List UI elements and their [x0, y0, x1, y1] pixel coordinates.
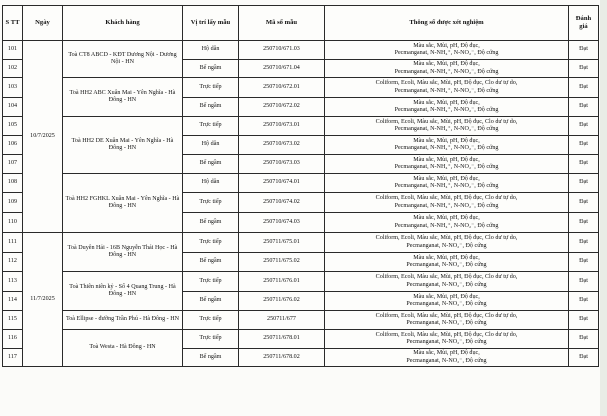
sampling-position: Trực tiếp: [183, 78, 239, 98]
rating-result: Đạt: [569, 155, 599, 174]
sampling-position: Bể ngầm: [183, 60, 239, 78]
param-line: Pecmanganat, N-NO₂⁻, Độ cứng: [406, 262, 487, 268]
rating-result: Đạt: [569, 311, 599, 330]
sample-code: 250710/674.01: [239, 174, 325, 193]
sampling-date: 10/7/2025: [23, 41, 63, 233]
rating-result: Đạt: [569, 60, 599, 78]
sample-test-table: [2, 5, 599, 367]
param-line: Pecmanganat, N-NH₄⁺, N-NO₂⁻, Độ cứng: [394, 50, 499, 56]
row-stt: 113: [3, 272, 23, 292]
sample-code: 250711/677: [239, 311, 325, 330]
header-row: [3, 6, 599, 41]
param-line: Màu sắc, Mùi, pH, Độ đục,: [413, 99, 480, 106]
sampling-position: Bể ngầm: [183, 155, 239, 174]
param-line: Pecmanganat, N-NH₄⁺, N-NO₂⁻, Độ cứng: [394, 183, 499, 189]
param-line: Pecmanganat, N-NO₂⁻, Độ cứng: [406, 357, 487, 364]
row-stt: 108: [3, 174, 23, 193]
row-stt: 103: [3, 78, 23, 98]
sample-code: 250711/675.02: [239, 253, 325, 272]
sampling-position: Bể ngầm: [183, 349, 239, 367]
sampling-position: Hộ dân: [183, 174, 239, 193]
table-row: [3, 272, 599, 292]
rating-result: Đạt: [569, 117, 599, 136]
param-line: Coliform, Ecoli, Màu sắc, Mùi, pH, Độ đục, Clo dư tự do,: [375, 235, 518, 242]
row-stt: 102: [3, 60, 23, 78]
sample-code: 250710/672.01: [239, 78, 325, 98]
rating-result: Đạt: [569, 253, 599, 272]
test-params: [325, 174, 569, 193]
param-line: Coliform, Ecoli, Màu sắc, Mùi, pH, Độ đục, Clo dư tự do,: [375, 274, 518, 281]
test-params: [325, 330, 569, 349]
param-line: Màu sắc, Mùi, pH, Độ đục,: [413, 42, 480, 49]
test-params: [325, 155, 569, 174]
customer-name: Toà HH2 ABC Xuân Mai - Yên Nghĩa - Hà Đông - HN: [63, 78, 183, 117]
test-params: [325, 311, 569, 330]
row-stt: 104: [3, 98, 23, 117]
row-stt: 111: [3, 233, 23, 253]
test-params: [325, 78, 569, 98]
sample-code: 250710/674.02: [239, 193, 325, 213]
rating-result: Đạt: [569, 330, 599, 349]
param-line: Pecmanganat, N-NH₄⁺, N-NO₂⁻, Độ cứng: [394, 164, 499, 170]
page-edge: [600, 0, 607, 416]
sampling-position: Hộ dân: [183, 136, 239, 155]
rating-result: Đạt: [569, 78, 599, 98]
rating-result: Đạt: [569, 174, 599, 193]
row-stt: 115: [3, 311, 23, 330]
row-stt: 107: [3, 155, 23, 174]
sampling-position: Hộ dân: [183, 41, 239, 60]
param-line: Pecmanganat, N-NH₄⁺, N-NO₂⁻, Độ cứng: [394, 126, 499, 132]
row-stt: 101: [3, 41, 23, 60]
row-stt: 105: [3, 117, 23, 136]
sampling-position: Trực tiếp: [183, 233, 239, 253]
customer-name: Toà Ellipse - đường Trần Phú - Hà Đông - HN: [63, 311, 183, 330]
sample-code: 250710/671.04: [239, 60, 325, 78]
param-line: Pecmanganat, N-NH₄⁺, N-NO₂⁻, Độ cứng: [394, 202, 499, 209]
table-row: [3, 117, 599, 136]
sampling-position: Trực tiếp: [183, 311, 239, 330]
param-line: Coliform, Ecoli, Màu sắc, Mùi, pH, Độ đục, Clo dư tự do,: [375, 195, 518, 202]
table-row: [3, 174, 599, 193]
row-stt: 116: [3, 330, 23, 349]
param-line: Coliform, Ecoli, Màu sắc, Mùi, pH, Độ đục, Clo dư tự do,: [375, 118, 518, 125]
sample-code: 250710/674.03: [239, 213, 325, 233]
table-row: [3, 78, 599, 98]
sample-code: 250710/673.01: [239, 117, 325, 136]
sample-code: 250710/672.02: [239, 98, 325, 117]
test-params: [325, 213, 569, 233]
param-line: Màu sắc, Mùi, pH, Độ đục,: [413, 175, 480, 182]
test-params: [325, 136, 569, 155]
rating-result: Đạt: [569, 349, 599, 367]
sampling-date: 11/7/2025: [23, 233, 63, 367]
param-line: Coliform, Ecoli, Màu sắc, Mùi, pH, Độ đục, Clo dư tự do,: [375, 80, 518, 87]
param-line: Pecmanganat, N-NO₂⁻, Độ cứng: [406, 320, 487, 326]
customer-name: Toà HH2 FGHKL Xuân Mai - Yên Nghĩa - Hà Đông - HN: [63, 174, 183, 233]
param-line: Pecmanganat, N-NO₂⁻, Độ cứng: [406, 281, 487, 288]
sampling-position: Trực tiếp: [183, 330, 239, 349]
param-line: Pecmanganat, N-NH₄⁺, N-NO₂⁻, Độ cứng: [394, 145, 499, 151]
header-params: Thông số được xét nghiệm: [325, 6, 569, 41]
customer-name: Toà CT8 ABCD - KĐT Dương Nội - Dương Nội - HN: [63, 41, 183, 78]
test-params: [325, 292, 569, 311]
param-line: Pecmanganat, N-NH₄⁺, N-NO₂⁻, Độ cứng: [394, 87, 499, 94]
rating-result: Đạt: [569, 98, 599, 117]
customer-name: Toà Westa - Hà Đông - HN: [63, 330, 183, 367]
test-params: [325, 349, 569, 367]
sample-code: 250711/678.02: [239, 349, 325, 367]
param-line: Màu sắc, Mùi, pH, Độ đục,: [413, 215, 480, 222]
param-line: Coliform, Ecoli, Màu sắc, Mùi, pH, Độ đục, Clo dư tự do,: [375, 312, 518, 319]
sampling-position: Bể ngầm: [183, 292, 239, 311]
sample-code: 250711/678.01: [239, 330, 325, 349]
param-line: Pecmanganat, N-NO₂⁻, Độ cứng: [406, 339, 487, 345]
param-line: Pecmanganat, N-NO₂⁻, Độ cứng: [406, 301, 487, 307]
test-params: [325, 233, 569, 253]
sample-code: 250711/676.01: [239, 272, 325, 292]
row-stt: 117: [3, 349, 23, 367]
rating-result: Đạt: [569, 136, 599, 155]
row-stt: 110: [3, 213, 23, 233]
row-stt: 112: [3, 253, 23, 272]
rating-result: Đạt: [569, 233, 599, 253]
header-customer: Khách hàng: [63, 6, 183, 41]
param-line: Pecmanganat, N-NH₄⁺, N-NO₂⁻, Độ cứng: [394, 107, 499, 113]
sampling-position: Bể ngầm: [183, 253, 239, 272]
sample-code: 250710/673.03: [239, 155, 325, 174]
sample-code: 250710/671.03: [239, 41, 325, 60]
sampling-position: Bể ngầm: [183, 213, 239, 233]
header-position: Vị trí lấy mẫu: [183, 6, 239, 41]
row-stt: 106: [3, 136, 23, 155]
param-line: Coliform, Ecoli, Màu sắc, Mùi, pH, Độ đục, Clo dư tự do,: [375, 331, 518, 338]
test-params: [325, 41, 569, 60]
table-row: [3, 330, 599, 349]
param-line: Pecmanganat, N-NO₂⁻, Độ cứng: [406, 242, 487, 249]
test-params: [325, 60, 569, 78]
rating-result: Đạt: [569, 193, 599, 213]
sampling-position: Bể ngầm: [183, 98, 239, 117]
sampling-position: Trực tiếp: [183, 117, 239, 136]
rating-result: Đạt: [569, 292, 599, 311]
row-stt: 114: [3, 292, 23, 311]
sampling-position: Trực tiếp: [183, 193, 239, 213]
header-rating: Đánh giá: [569, 6, 599, 41]
customer-name: Toà HH2 DE Xuân Mai - Yên Nghĩa - Hà Đông - HN: [63, 117, 183, 174]
row-stt: 109: [3, 193, 23, 213]
table-row: [3, 311, 599, 330]
test-params: [325, 272, 569, 292]
param-line: Màu sắc, Mùi, pH, Độ đục,: [413, 61, 480, 68]
sample-code: 250710/673.02: [239, 136, 325, 155]
param-line: Màu sắc, Mùi, pH, Độ đục,: [413, 293, 480, 300]
sampling-position: Trực tiếp: [183, 272, 239, 292]
header-stt: S TT: [3, 6, 23, 41]
param-line: Pecmanganat, N-NH₄⁺, N-NO₂⁻, Độ cứng: [394, 68, 499, 75]
param-line: Màu sắc, Mùi, pH, Độ đục,: [413, 137, 480, 144]
sample-code: 250711/676.02: [239, 292, 325, 311]
param-line: Pecmanganat, N-NH₄⁺, N-NO₂⁻, Độ cứng: [394, 222, 499, 229]
table-row: [3, 41, 599, 60]
table-row: [3, 233, 599, 253]
test-params: [325, 117, 569, 136]
test-params: [325, 193, 569, 213]
param-line: Màu sắc, Mùi, pH, Độ đục,: [413, 350, 480, 357]
rating-result: Đạt: [569, 41, 599, 60]
customer-name: Toà Duyên Hải - 16B Nguyễn Thái Học - Hà Đông - HN: [63, 233, 183, 272]
test-params: [325, 98, 569, 117]
header-sample-code: Mã số mẫu: [239, 6, 325, 41]
param-line: Màu sắc, Mùi, pH, Độ đục,: [413, 156, 480, 163]
customer-name: Toà Thiên niên kỷ - Số 4 Quang Trung - Hà Đông - HN: [63, 272, 183, 311]
sample-code: 250711/675.01: [239, 233, 325, 253]
header-date: Ngày: [23, 6, 63, 41]
rating-result: Đạt: [569, 272, 599, 292]
test-params: [325, 253, 569, 272]
rating-result: Đạt: [569, 213, 599, 233]
param-line: Màu sắc, Mùi, pH, Độ đục,: [413, 254, 480, 261]
